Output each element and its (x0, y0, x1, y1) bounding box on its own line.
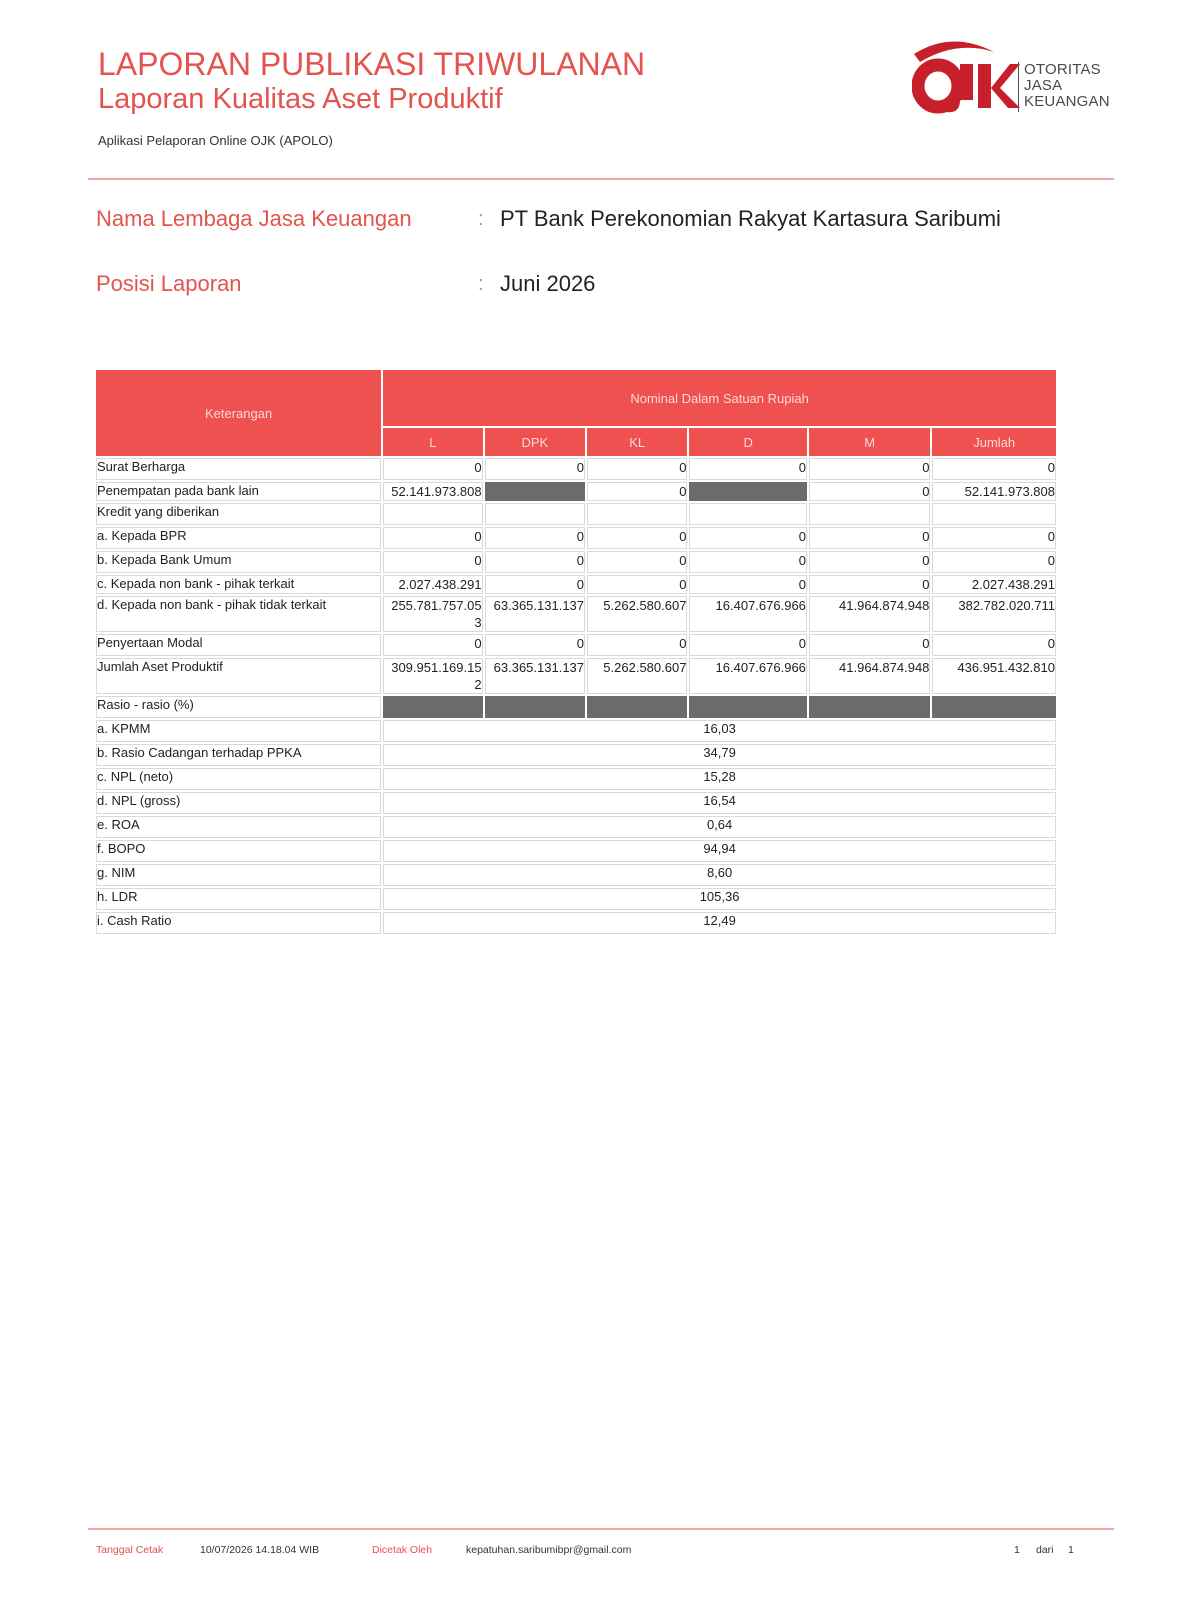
col-header-d: D (689, 428, 806, 456)
cell-jumlah: 382.782.020.711 (932, 596, 1056, 632)
cell-dpk: 0 (485, 458, 585, 480)
table-row (96, 482, 1056, 501)
printed-by-value: kepatuhan.saribumibpr@gmail.com (466, 1544, 632, 1556)
ratio-value: 0,64 (383, 816, 1056, 838)
cell-m: 0 (809, 527, 931, 549)
page-of-label: dari (1036, 1544, 1054, 1556)
col-header-m: M (809, 428, 931, 456)
cell-d (689, 503, 806, 525)
cell-dpk: 0 (485, 527, 585, 549)
col-header-dpk: DPK (485, 428, 585, 456)
ratio-value: 16,54 (383, 792, 1056, 814)
app-name: Aplikasi Pelaporan Online OJK (APOLO) (98, 133, 333, 148)
cell-l: 2.027.438.291 (383, 575, 482, 594)
cell-dpk: 0 (485, 575, 585, 594)
cell-d: 0 (689, 458, 806, 480)
table-row (96, 634, 1056, 656)
ratio-label: d. NPL (gross) (96, 792, 381, 814)
table-row (96, 596, 1056, 632)
table-row (96, 551, 1056, 573)
cell-l: 52.141.973.808 (383, 482, 482, 501)
position-value: Juni 2026 (500, 271, 596, 296)
row-label: d. Kepada non bank - pihak tidak terkait (96, 596, 381, 632)
ratio-header-blocked (485, 696, 585, 718)
ratio-row (96, 720, 1056, 742)
ratio-label: c. NPL (neto) (96, 768, 381, 790)
cell-kl: 0 (587, 458, 687, 480)
cell-l: 0 (383, 458, 482, 480)
cell-m: 0 (809, 634, 931, 656)
table-row (96, 575, 1056, 594)
ratio-label: g. NIM (96, 864, 381, 886)
cell-jumlah: 436.951.432.810 (932, 658, 1056, 694)
logo-divider (1018, 62, 1019, 112)
ratio-header-blocked (689, 696, 806, 718)
cell-dpk: 0 (485, 551, 585, 573)
ratio-row (96, 768, 1056, 790)
cell-d: 16.407.676.966 (689, 658, 806, 694)
table-row (96, 527, 1056, 549)
ratio-value: 8,60 (383, 864, 1056, 886)
cell-kl: 0 (587, 634, 687, 656)
institution-colon: : (478, 208, 484, 230)
cell-jumlah: 0 (932, 634, 1056, 656)
row-label: Surat Berharga (96, 458, 381, 480)
cell-d: 16.407.676.966 (689, 596, 806, 632)
page-number: 1 (1014, 1544, 1020, 1556)
table-row (96, 658, 1056, 694)
cell-l: 309.951.169.152 (383, 658, 482, 694)
cell-kl: 5.262.580.607 (587, 596, 687, 632)
logo-text-line3: KEUANGAN (1024, 93, 1110, 110)
cell-kl: 0 (587, 482, 687, 501)
ratio-label: e. ROA (96, 816, 381, 838)
cell-kl: 5.262.580.607 (587, 658, 687, 694)
cell-jumlah (932, 503, 1056, 525)
ratio-row (96, 816, 1056, 838)
footer-divider (88, 1528, 1114, 1530)
cell-jumlah: 0 (932, 458, 1056, 480)
ratio-row (96, 792, 1056, 814)
cell-d: 0 (689, 634, 806, 656)
printed-by-label: Dicetak Oleh (372, 1544, 433, 1556)
cell-dpk: 63.365.131.137 (485, 596, 585, 632)
cell-d: 0 (689, 527, 806, 549)
position-colon: : (478, 273, 484, 295)
row-label: Kredit yang diberikan (96, 503, 381, 525)
row-label: Penyertaan Modal (96, 634, 381, 656)
position-label: Posisi Laporan (96, 271, 242, 296)
cell-kl: 0 (587, 575, 687, 594)
cell-jumlah: 0 (932, 527, 1056, 549)
cell-jumlah: 52.141.973.808 (932, 482, 1056, 501)
ratio-header-label: Rasio - rasio (%) (96, 696, 381, 718)
row-label: Penempatan pada bank lain (96, 482, 381, 501)
cell-m: 0 (809, 575, 931, 594)
cell-l (383, 503, 482, 525)
ratio-label: b. Rasio Cadangan terhadap PPKA (96, 744, 381, 766)
asset-quality-table (94, 368, 1058, 936)
ratio-value: 15,28 (383, 768, 1056, 790)
institution-label: Nama Lembaga Jasa Keuangan (96, 206, 412, 231)
print-date-value: 10/07/2026 14.18.04 WIB (200, 1544, 320, 1556)
header-divider (88, 178, 1114, 180)
ratio-value: 34,79 (383, 744, 1056, 766)
col-header-jumlah: Jumlah (932, 428, 1056, 456)
ratio-value: 12,49 (383, 912, 1056, 934)
cell-dpk: 0 (485, 634, 585, 656)
table-row (96, 503, 1056, 525)
cell-m (809, 503, 931, 525)
cell-jumlah: 2.027.438.291 (932, 575, 1056, 594)
ratio-label: a. KPMM (96, 720, 381, 742)
row-label: c. Kepada non bank - pihak terkait (96, 575, 381, 594)
ratio-row (96, 744, 1056, 766)
ratio-row (96, 912, 1056, 934)
ratio-value: 16,03 (383, 720, 1056, 742)
cell-d: 0 (689, 551, 806, 573)
cell-l: 255.781.757.053 (383, 596, 482, 632)
cell-d: 0 (689, 575, 806, 594)
cell-l: 0 (383, 527, 482, 549)
cell-dpk (485, 503, 585, 525)
cell-dpk-blocked (485, 482, 585, 501)
cell-jumlah: 0 (932, 551, 1056, 573)
ratio-label: i. Cash Ratio (96, 912, 381, 934)
col-header-l: L (383, 428, 482, 456)
cell-dpk: 63.365.131.137 (485, 658, 585, 694)
ojk-logo (912, 36, 1122, 116)
report-title: LAPORAN PUBLIKASI TRIWULANAN (98, 46, 646, 82)
ratio-label: f. BOPO (96, 840, 381, 862)
cell-d-blocked (689, 482, 806, 501)
logo-text-line2: JASA (1024, 77, 1063, 94)
ratio-row (96, 888, 1056, 910)
row-label: a. Kepada BPR (96, 527, 381, 549)
cell-kl: 0 (587, 527, 687, 549)
row-label: Jumlah Aset Produktif (96, 658, 381, 694)
ratio-header-blocked (809, 696, 931, 718)
ratio-value: 105,36 (383, 888, 1056, 910)
header-nominal: Nominal Dalam Satuan Rupiah (383, 370, 1056, 426)
ratio-header-blocked (932, 696, 1056, 718)
table-row (96, 458, 1056, 480)
row-label: b. Kepada Bank Umum (96, 551, 381, 573)
cell-kl: 0 (587, 551, 687, 573)
print-date-label: Tanggal Cetak (96, 1544, 164, 1556)
col-header-kl: KL (587, 428, 687, 456)
cell-m: 41.964.874.948 (809, 596, 931, 632)
ratio-row (96, 840, 1056, 862)
cell-m: 0 (809, 458, 931, 480)
institution-value: PT Bank Perekonomian Rakyat Kartasura Saribumi (500, 206, 1001, 231)
logo-text-line1: OTORITAS (1024, 61, 1101, 78)
cell-l: 0 (383, 551, 482, 573)
ratio-label: h. LDR (96, 888, 381, 910)
cell-m: 0 (809, 551, 931, 573)
cell-kl (587, 503, 687, 525)
report-subtitle: Laporan Kualitas Aset Produktif (98, 83, 503, 115)
cell-m: 41.964.874.948 (809, 658, 931, 694)
ratio-value: 94,94 (383, 840, 1056, 862)
ratio-header-blocked (383, 696, 482, 718)
ratio-row (96, 864, 1056, 886)
ratio-header-row (96, 696, 1056, 718)
total-pages: 1 (1068, 1544, 1074, 1556)
ratio-header-blocked (587, 696, 687, 718)
header-keterangan: Keterangan (96, 370, 381, 456)
ojk-logo-mark (912, 36, 1020, 116)
cell-m: 0 (809, 482, 931, 501)
cell-l: 0 (383, 634, 482, 656)
